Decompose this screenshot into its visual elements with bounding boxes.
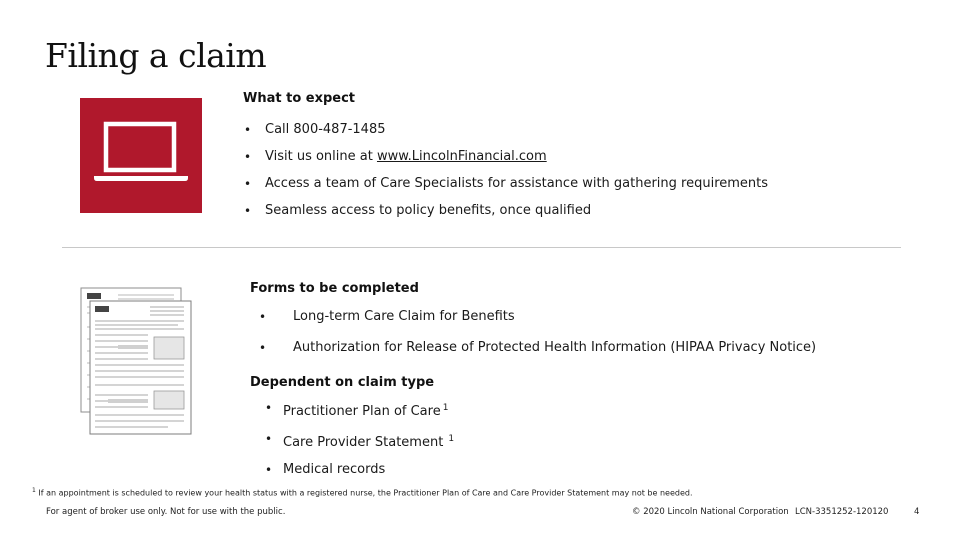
dependent-list [265, 400, 454, 493]
list-item-text: Long-term Care Claim for Benefits [293, 309, 515, 324]
list-item [244, 149, 768, 176]
bullet-icon: • [244, 177, 252, 191]
footnote-marker: 1 [442, 403, 449, 413]
what-to-expect-list [244, 122, 768, 230]
list-item-text: Practitioner Plan of Care [283, 404, 441, 419]
what-to-expect-heading: What to expect [243, 91, 356, 106]
laptop-icon [80, 98, 202, 213]
list-item [259, 340, 816, 371]
bullet-icon: • [244, 204, 252, 218]
page-number: 4 [914, 507, 920, 517]
footnote-number: 1 [32, 487, 36, 494]
bullet-icon: • [259, 341, 267, 355]
bullet-icon: • [244, 150, 252, 164]
laptop-tile [80, 98, 202, 213]
footer-copyright: © 2020 Lincoln National Corporation [632, 507, 789, 517]
bullet-icon: • [244, 123, 252, 137]
page-title: Filing a claim [45, 36, 267, 75]
list-item [244, 176, 768, 203]
list-item [265, 431, 454, 462]
list-item-text: Visit us online at [265, 149, 377, 164]
list-item-text: Seamless access to policy benefits, once qualified [265, 203, 592, 218]
list-item-text: Access a team of Care Specialists for assistance with gathering requirements [265, 176, 769, 191]
forms-list [259, 309, 816, 371]
list-item [265, 400, 454, 431]
footnote-marker: 1 [448, 434, 455, 444]
dependent-heading: Dependent on claim type [250, 375, 435, 390]
claim-form-documents-image [78, 287, 194, 437]
list-item [259, 309, 816, 340]
bullet-icon: • [265, 401, 273, 415]
list-item-text: Medical records [283, 462, 386, 477]
website-link[interactable]: www.LincolnFinancial.com [376, 149, 547, 164]
footer-document-code: LCN-3351252-120120 [795, 507, 889, 517]
list-item-text: Call 800-487-1485 [265, 122, 386, 137]
footer-disclaimer: For agent of broker use only. Not for use with the public. [46, 507, 286, 517]
bullet-icon: • [259, 310, 267, 324]
list-item-text: Authorization for Release of Protected Health Information (HIPAA Privacy Notice) [293, 340, 817, 355]
list-item-text: Care Provider Statement [283, 435, 444, 450]
list-item [244, 122, 768, 149]
bullet-icon: • [265, 463, 273, 477]
form-thumbnail-illustration [78, 287, 194, 437]
bullet-icon: • [265, 432, 273, 446]
footnote-text: If an appointment is scheduled to review your health status with a registered nurse, the Practitioner Plan of Care and Care Provider Statement may not be needed. [38, 488, 693, 498]
footnote [32, 487, 693, 498]
list-item [244, 203, 768, 230]
section-divider [62, 247, 901, 248]
forms-heading: Forms to be completed [250, 281, 419, 296]
